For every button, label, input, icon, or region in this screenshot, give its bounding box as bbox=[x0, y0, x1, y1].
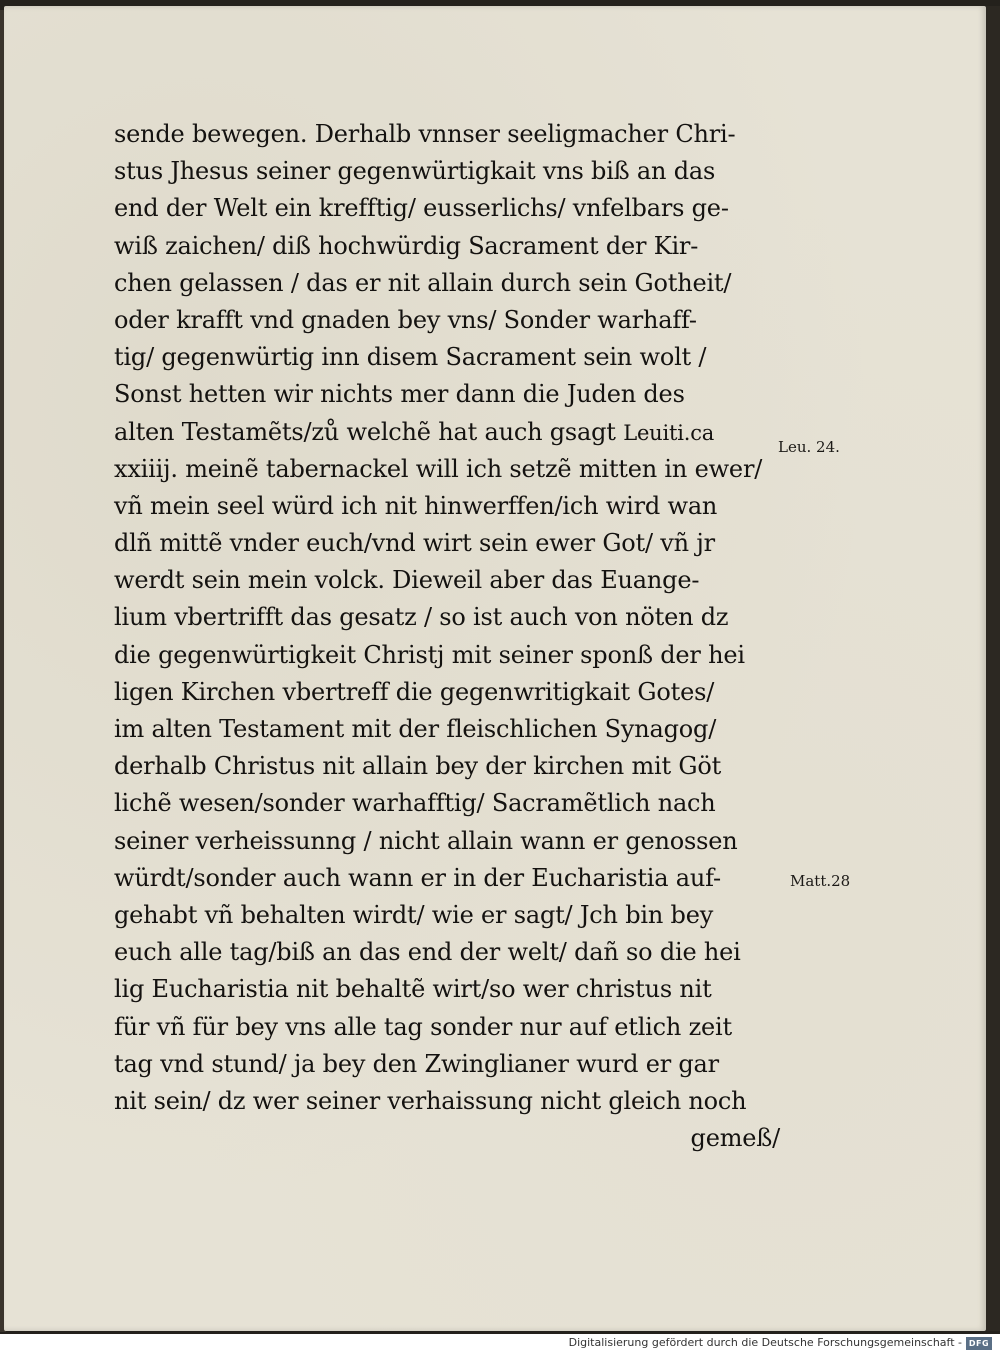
body-text bbox=[114, 116, 794, 1157]
text-line: tig/ gegenwürtig inn disem Sacrament sein wolt / bbox=[114, 343, 707, 372]
text-line: werdt sein mein volck. Dieweil aber das Euange- bbox=[114, 566, 700, 595]
text-line: vñ mein seel würd ich nit hinwerffen/ich wird wan bbox=[114, 491, 718, 520]
text-line: sende bewegen. Derhalb vnnser seeligmacher Chri- bbox=[114, 120, 736, 148]
text-line: tag vnd stund/ ja bey den Zwinglianer wurd er gar bbox=[114, 1049, 719, 1078]
text-line: ligen Kirchen vbertreff die gegenwritigkait Gotes/ bbox=[114, 677, 715, 706]
text-line: die gegenwürtigkeit Christj mit seiner sponß der hei bbox=[114, 640, 745, 669]
text-line: seiner verheissunng / nicht allain wann er genossen bbox=[114, 826, 738, 855]
text-line: derhalb Christus nit allain bey der kirchen mit Göt bbox=[114, 752, 722, 781]
text-line: dlñ mittẽ vnder euch/vnd wirt sein ewer Got/ vñ jr bbox=[114, 529, 715, 558]
text-line: stus Jhesus seiner gegenwürtigkait vns biß an das bbox=[114, 157, 716, 186]
text-line: euch alle tag/biß an das end der welt/ dañ so die hei bbox=[114, 938, 741, 967]
text-line: chen gelassen / das er nit allain durch sein Gotheit/ bbox=[114, 268, 732, 297]
text-line: würdt/sonder auch wann er in der Eucharistia auf- bbox=[114, 863, 721, 892]
text-line: nit sein/ dz wer seiner verhaissung nicht gleich noch bbox=[114, 1086, 747, 1115]
funding-credit: Digitalisierung gefördert durch die Deutsche Forschungsgemeinschaft - bbox=[568, 1336, 962, 1349]
inline-reference: Leuiti.ca bbox=[623, 420, 715, 445]
dfg-logo: DFG bbox=[966, 1337, 992, 1350]
text-line: im alten Testament mit der fleischlichen Synagog/ bbox=[114, 715, 717, 743]
margin-note-matthew: Matt.28 bbox=[790, 872, 851, 890]
page-shadow bbox=[986, 6, 1000, 1331]
text-line: gehabt vñ behalten wirdt/ wie er sagt/ Jch bin bey bbox=[114, 900, 714, 929]
text-line: lig Eucharistia nit behaltẽ wirt/so wer christus nit bbox=[114, 975, 712, 1004]
footer-bar bbox=[0, 1334, 1000, 1354]
text-line: wiß zaichen/ diß hochwürdig Sacrament der Kir- bbox=[114, 231, 699, 260]
book-page bbox=[4, 6, 986, 1331]
text-line: Sonst hetten wir nichts mer dann die Juden des bbox=[114, 380, 685, 409]
text-line-main: alten Testamẽts/zů welchẽ hat auch gsagt bbox=[114, 417, 616, 446]
margin-note-leviticus: Leu. 24. bbox=[778, 438, 840, 456]
text-line: für vñ für bey vns alle tag sonder nur auf etlich zeit bbox=[114, 1012, 732, 1041]
text-line: lichẽ wesen/sonder warhafftig/ Sacramẽtlich nach bbox=[114, 789, 716, 818]
text-line: oder krafft vnd gnaden bey vns/ Sonder warhaff- bbox=[114, 305, 697, 334]
text-line bbox=[114, 414, 794, 451]
catchword: gemeß/ bbox=[690, 1124, 780, 1153]
text-line: xxiiij. meinẽ tabernackel will ich setzẽ mitten in ewer/ bbox=[114, 454, 763, 483]
text-line: end der Welt ein krefftig/ eusserlichs/ vnfelbars ge- bbox=[114, 194, 729, 223]
text-line: lium vbertrifft das gesatz / so ist auch von nöten dz bbox=[114, 603, 729, 632]
